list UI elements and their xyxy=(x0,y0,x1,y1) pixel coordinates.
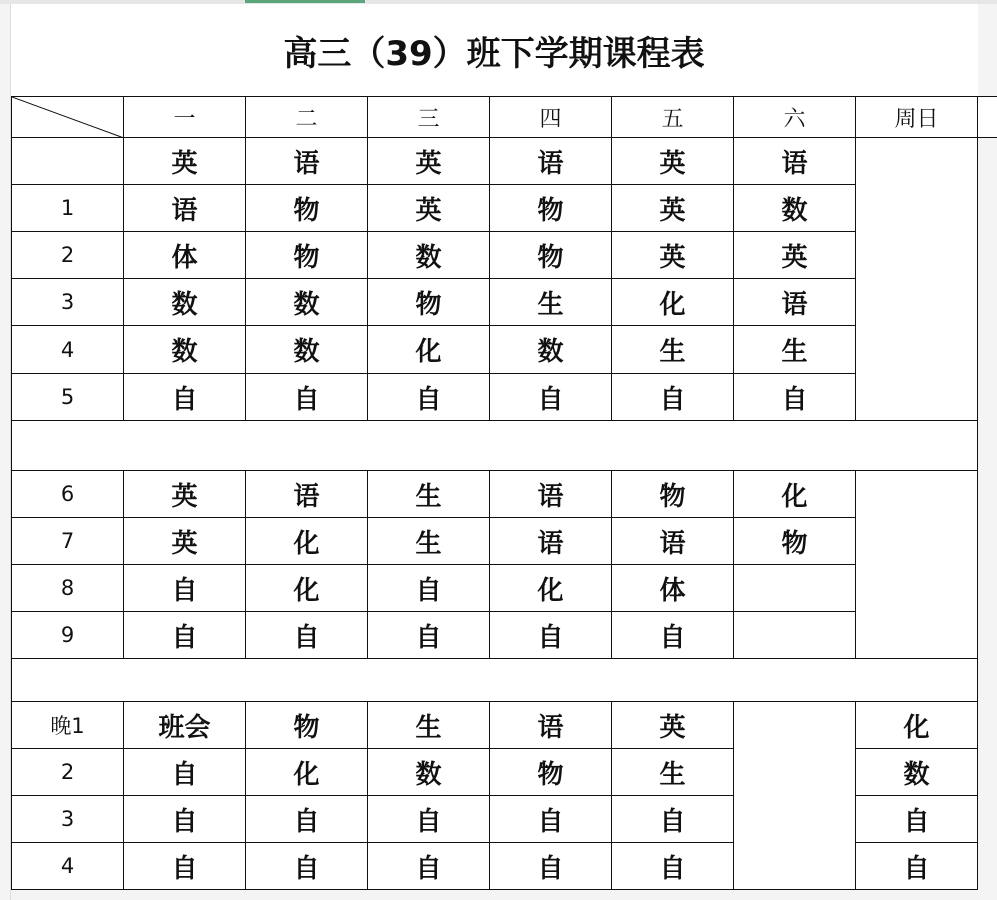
subject-cell[interactable]: 物 xyxy=(489,748,612,796)
subject-cell[interactable]: 化 xyxy=(733,470,856,518)
subject-cell[interactable]: 英 xyxy=(611,137,734,185)
subject-cell[interactable]: 自 xyxy=(123,564,246,612)
subject-cell[interactable]: 自 xyxy=(123,748,246,796)
subject-cell[interactable]: 自 xyxy=(855,842,978,890)
subject-cell[interactable]: 自 xyxy=(367,564,490,612)
subject-cell[interactable]: 英 xyxy=(123,137,246,185)
subject-cell[interactable]: 英 xyxy=(611,231,734,279)
subject-cell[interactable]: 生 xyxy=(367,470,490,518)
subject-cell[interactable]: 自 xyxy=(123,611,246,659)
subject-cell[interactable]: 数 xyxy=(855,748,978,796)
subject-cell[interactable]: 英 xyxy=(733,231,856,279)
period-label[interactable]: 4 xyxy=(11,842,124,890)
subject-cell[interactable]: 英 xyxy=(367,184,490,232)
subject-cell[interactable]: 化 xyxy=(489,564,612,612)
subject-cell[interactable]: 自 xyxy=(611,795,734,843)
subject-cell[interactable]: 英 xyxy=(611,701,734,749)
subject-cell[interactable]: 自 xyxy=(367,795,490,843)
subject-cell[interactable]: 数 xyxy=(367,748,490,796)
subject-cell[interactable]: 物 xyxy=(367,278,490,326)
subject-cell[interactable]: 英 xyxy=(123,470,246,518)
subject-cell[interactable]: 物 xyxy=(733,517,856,565)
subject-cell[interactable]: 语 xyxy=(489,470,612,518)
saturday-evening-merged-empty-cell[interactable] xyxy=(733,701,856,890)
subject-cell[interactable]: 数 xyxy=(367,231,490,279)
subject-cell[interactable]: 自 xyxy=(123,842,246,890)
period-label[interactable]: 9 xyxy=(11,611,124,659)
subject-cell[interactable]: 语 xyxy=(123,184,246,232)
subject-cell[interactable]: 英 xyxy=(123,517,246,565)
subject-cell[interactable]: 语 xyxy=(611,517,734,565)
period-label[interactable]: 3 xyxy=(11,278,124,326)
header-extra-cell[interactable] xyxy=(977,96,997,138)
subject-cell[interactable]: 自 xyxy=(367,611,490,659)
subject-cell[interactable]: 语 xyxy=(489,701,612,749)
subject-cell[interactable]: 生 xyxy=(367,517,490,565)
subject-cell[interactable]: 语 xyxy=(489,517,612,565)
subject-cell[interactable]: 生 xyxy=(367,701,490,749)
period-label[interactable]: 8 xyxy=(11,564,124,612)
period-label[interactable]: 6 xyxy=(11,470,124,518)
period-label[interactable]: 3 xyxy=(11,795,124,843)
day-header-7[interactable]: 周日 xyxy=(855,96,978,138)
subject-cell[interactable]: 英 xyxy=(367,137,490,185)
subject-cell[interactable]: 数 xyxy=(123,325,246,374)
break-row-2[interactable] xyxy=(11,658,978,702)
subject-cell[interactable]: 数 xyxy=(245,278,368,326)
sunday-merged-empty-cell[interactable] xyxy=(855,470,978,659)
subject-cell[interactable]: 自 xyxy=(245,842,368,890)
subject-cell[interactable]: 语 xyxy=(245,137,368,185)
subject-cell[interactable]: 自 xyxy=(489,795,612,843)
subject-cell[interactable]: 物 xyxy=(611,470,734,518)
subject-cell[interactable]: 物 xyxy=(245,231,368,279)
subject-cell[interactable]: 语 xyxy=(733,278,856,326)
subject-cell[interactable]: 语 xyxy=(245,470,368,518)
subject-cell[interactable]: 自 xyxy=(611,842,734,890)
subject-cell[interactable]: 自 xyxy=(733,373,856,421)
subject-cell[interactable]: 自 xyxy=(123,373,246,421)
subject-cell[interactable]: 自 xyxy=(245,795,368,843)
day-header-2[interactable]: 二 xyxy=(245,96,368,138)
subject-cell[interactable]: 体 xyxy=(123,231,246,279)
subject-cell[interactable]: 化 xyxy=(855,701,978,749)
subject-cell[interactable]: 生 xyxy=(611,748,734,796)
subject-cell[interactable]: 自 xyxy=(123,795,246,843)
subject-cell[interactable]: 自 xyxy=(245,373,368,421)
subject-cell[interactable]: 自 xyxy=(489,611,612,659)
subject-cell[interactable]: 自 xyxy=(855,795,978,843)
sheet-right-margin xyxy=(978,4,997,900)
period-label[interactable]: 2 xyxy=(11,748,124,796)
period-label[interactable]: 晚1 xyxy=(11,701,124,749)
subject-cell[interactable]: 英 xyxy=(611,184,734,232)
subject-cell[interactable]: 化 xyxy=(611,278,734,326)
subject-cell[interactable]: 数 xyxy=(245,325,368,374)
subject-cell[interactable]: 物 xyxy=(489,231,612,279)
subject-cell[interactable]: 物 xyxy=(245,184,368,232)
subject-cell[interactable] xyxy=(733,564,856,612)
sheet-bottom-margin xyxy=(11,890,997,900)
corner-diagonal-cell[interactable] xyxy=(11,96,124,138)
subject-cell[interactable]: 数 xyxy=(733,184,856,232)
subject-cell[interactable]: 自 xyxy=(489,373,612,421)
period-label[interactable]: 4 xyxy=(11,325,124,374)
subject-cell[interactable]: 自 xyxy=(367,373,490,421)
period-label[interactable]: 7 xyxy=(11,517,124,565)
period-label[interactable] xyxy=(11,137,124,185)
subject-cell[interactable]: 生 xyxy=(611,325,734,374)
subject-cell[interactable]: 化 xyxy=(245,564,368,612)
subject-cell[interactable]: 物 xyxy=(245,701,368,749)
subject-cell[interactable]: 化 xyxy=(245,748,368,796)
subject-cell[interactable]: 数 xyxy=(489,325,612,374)
subject-cell[interactable]: 语 xyxy=(733,137,856,185)
subject-cell[interactable]: 自 xyxy=(367,842,490,890)
subject-cell[interactable]: 语 xyxy=(489,137,612,185)
subject-cell[interactable]: 体 xyxy=(611,564,734,612)
period-label[interactable]: 2 xyxy=(11,231,124,279)
day-header-4[interactable]: 四 xyxy=(489,96,612,138)
break-row-1[interactable] xyxy=(11,420,978,471)
subject-cell[interactable]: 物 xyxy=(489,184,612,232)
day-header-3[interactable]: 三 xyxy=(367,96,490,138)
diagonal-line-icon xyxy=(12,97,125,139)
subject-cell[interactable]: 化 xyxy=(245,517,368,565)
subject-cell[interactable]: 生 xyxy=(489,278,612,326)
page-title[interactable]: 高三（39）班下学期课程表 xyxy=(283,33,705,74)
subject-cell[interactable] xyxy=(733,611,856,659)
subject-cell[interactable]: 自 xyxy=(245,611,368,659)
subject-cell[interactable]: 班会 xyxy=(123,701,246,749)
subject-cell[interactable]: 数 xyxy=(123,278,246,326)
sunday-merged-empty-cell[interactable] xyxy=(855,137,978,421)
period-label[interactable]: 1 xyxy=(11,184,124,232)
subject-cell[interactable]: 自 xyxy=(611,373,734,421)
day-header-1[interactable]: 一 xyxy=(123,96,246,138)
subject-cell[interactable]: 生 xyxy=(733,325,856,374)
subject-cell[interactable]: 自 xyxy=(611,611,734,659)
selected-column-indicator xyxy=(245,0,365,3)
period-label[interactable]: 5 xyxy=(11,373,124,421)
subject-cell[interactable]: 自 xyxy=(489,842,612,890)
subject-cell[interactable]: 化 xyxy=(367,325,490,374)
row-header-strip[interactable] xyxy=(0,4,11,900)
day-header-6[interactable]: 六 xyxy=(733,96,856,138)
day-header-5[interactable]: 五 xyxy=(611,96,734,138)
